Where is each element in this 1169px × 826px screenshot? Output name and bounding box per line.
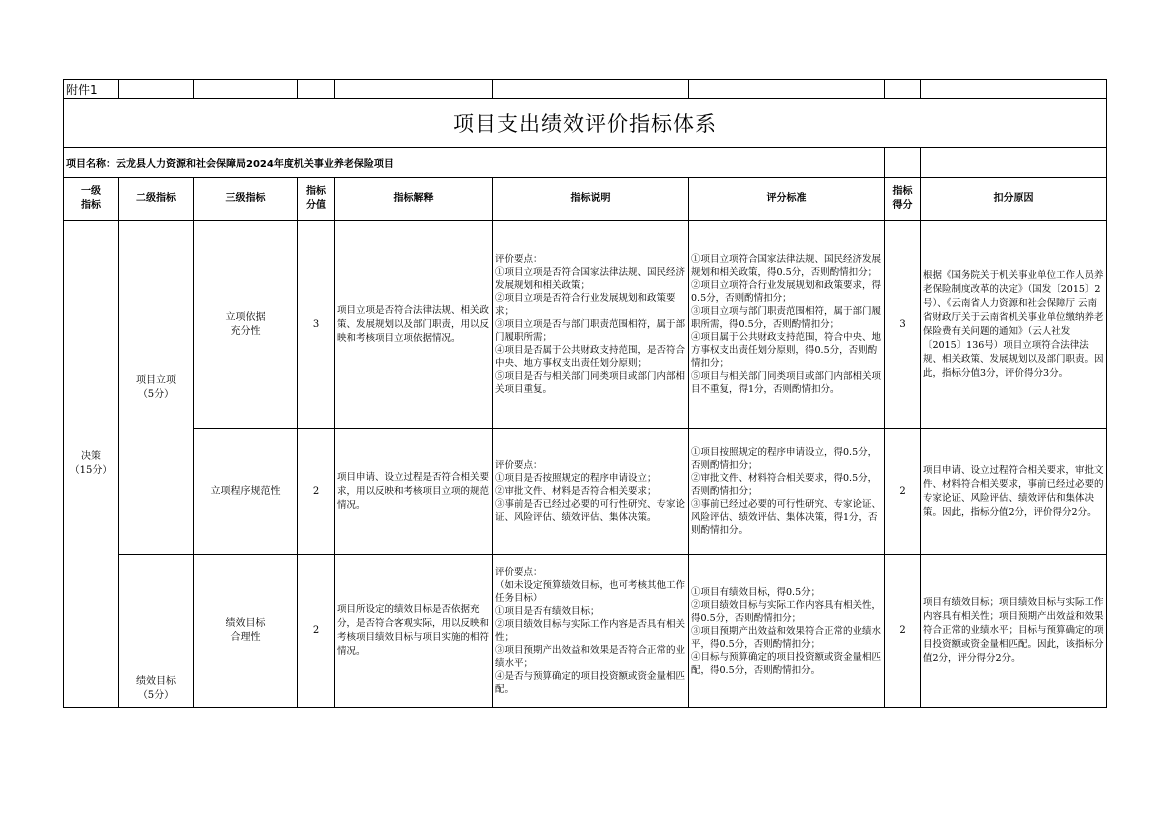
- indicator-explanation: 项目所设定的绩效目标是否依据充分，是否符合客观实际，用以反映和考核项目绩效目标与项目实施的相符情况。: [335, 555, 493, 708]
- level3-indicator: 立项依据 充分性: [194, 221, 298, 429]
- header-explanation: 指标解释: [335, 178, 493, 221]
- level2-indicator: 绩效目标 （5分）: [119, 555, 194, 708]
- header-level2: 二级指标: [119, 178, 194, 221]
- indicator-description: 评价要点： ①项目是否按照规定的程序申请设立； ②审批文件、材料是否符合相关要求； ③事前是否已经过必要的可行性研究、专家论证、风险评估、绩效评估、集体决策。: [493, 429, 689, 555]
- empty-cell: [885, 148, 921, 178]
- indicator-weight: 2: [298, 429, 335, 555]
- indicator-score: 3: [885, 221, 921, 429]
- indicator-explanation: 项目申请、设立过程是否符合相关要求，用以反映和考核项目立项的规范情况。: [335, 429, 493, 555]
- empty-cell: [119, 80, 194, 99]
- evaluation-table: [63, 79, 1107, 708]
- project-name: 项目名称：云龙县人力资源和社会保障局2024年度机关事业养老保险项目: [64, 148, 885, 178]
- indicator-weight: 2: [298, 555, 335, 708]
- empty-cell: [493, 80, 689, 99]
- scoring-criteria: ①项目立项符合国家法律法规、国民经济发展规划和相关政策，得0.5分，否则酌情扣分； ②项目立项符合行业发展规划和政策要求，得0.5分，否则酌情扣分； ③项目立项与部门职责范围相符，属于部门履职所需，得0.5分，否则酌情扣分； ④项目属于公共财政支持范围，符合中央、地方事权支出责任划分原则，得0.5分，否则酌情扣分； ⑤项目与相关部门同类项目或部门内部相关项目不重复，得1分，否则酌情扣分。: [689, 221, 885, 429]
- indicator-description: 评价要点： ①项目立项是否符合国家法律法规、国民经济发展规划和相关政策； ②项目立项是否符合行业发展规划和政策要求； ③项目立项是否与部门职责范围相符，属于部门履职所需； ④项目是否属于公共财政支持范围，是否符合中央、地方事权支出责任划分原则； ⑤项目是否与相关部门同类项目或部门内部相关项目重复。: [493, 221, 689, 429]
- header-row: [64, 178, 1107, 221]
- deduction-reason: 项目申请、设立过程符合相关要求，审批文件、材料符合相关要求，事前已经过必要的专家论证、风险评估、绩效评估和集体决策。因此，指标分值2分，评价得分2分。: [921, 429, 1107, 555]
- empty-cell: [335, 80, 493, 99]
- header-reason: 扣分原因: [921, 178, 1107, 221]
- scoring-criteria: ①项目有绩效目标，得0.5分； ②项目绩效目标与实际工作内容具有相关性，得0.5分，否则酌情扣分； ③项目预期产出效益和效果符合正常的业绩水平，得0.5分，否则酌情扣分； ④目标与预算确定的项目投资额或资金量相匹配，得0.5分，否则酌情扣分。: [689, 555, 885, 708]
- empty-cell: [921, 80, 1107, 99]
- indicator-weight: 3: [298, 221, 335, 429]
- empty-cell: [885, 80, 921, 99]
- empty-cell: [689, 80, 885, 99]
- level3-indicator: 立项程序规范性: [194, 429, 298, 555]
- header-score: 指标 得分: [885, 178, 921, 221]
- indicator-description: 评价要点： （如未设定预算绩效目标，也可考核其他工作任务目标） ①项目是否有绩效目标； ②项目绩效目标与实际工作内容是否具有相关性； ③项目预期产出效益和效果是否符合正常的业绩水平； ④是否与预算确定的项目投资额或资金量相匹配。: [493, 555, 689, 708]
- empty-cell: [194, 80, 298, 99]
- indicator-score: 2: [885, 429, 921, 555]
- annex-label: 附件1: [64, 80, 119, 99]
- scoring-criteria: ①项目按照规定的程序申请设立，得0.5分，否则酌情扣分； ②审批文件、材料符合相关要求，得0.5分，否则酌情扣分； ③事前已经过必要的可行性研究、专家论证、风险评估、绩效评估、集体决策，得1分，否则酌情扣分。: [689, 429, 885, 555]
- deduction-reason: 项目有绩效目标；项目绩效目标与实际工作内容具有相关性；项目预期产出效益和效果符合正常的业绩水平；目标与预算确定的项目投资额或资金量相匹配。因此，该指标分值2分，评分得分2分。: [921, 555, 1107, 708]
- header-description: 指标说明: [493, 178, 689, 221]
- table-row: [64, 555, 1107, 708]
- table-row: [64, 221, 1107, 429]
- empty-cell: [921, 148, 1107, 178]
- header-weight: 指标 分值: [298, 178, 335, 221]
- indicator-explanation: 项目立项是否符合法律法规、相关政策、发展规划以及部门职责，用以反映和考核项目立项依据情况。: [335, 221, 493, 429]
- page-title: 项目支出绩效评价指标体系: [64, 99, 1107, 148]
- level3-indicator: 绩效目标 合理性: [194, 555, 298, 708]
- table-row: [64, 429, 1107, 555]
- header-criteria: 评分标准: [689, 178, 885, 221]
- level1-indicator: 决策 （15分）: [64, 221, 119, 708]
- header-level1: 一级 指标: [64, 178, 119, 221]
- indicator-score: 2: [885, 555, 921, 708]
- deduction-reason: 根据《国务院关于机关事业单位工作人员养老保险制度改革的决定》（国发〔2015〕2号）、《云南省人力资源和社会保障厅 云南省财政厅关于云南省机关事业单位缴纳养老保险费有关问题的通知》（云人社发〔2015〕136号）项目立项符合法律法规、相关政策、发展规划以及部门职责。因此，指标分值3分，评价得分3分。: [921, 221, 1107, 429]
- header-level3: 三级指标: [194, 178, 298, 221]
- level2-indicator: 项目立项 （5分）: [119, 221, 194, 555]
- empty-cell: [298, 80, 335, 99]
